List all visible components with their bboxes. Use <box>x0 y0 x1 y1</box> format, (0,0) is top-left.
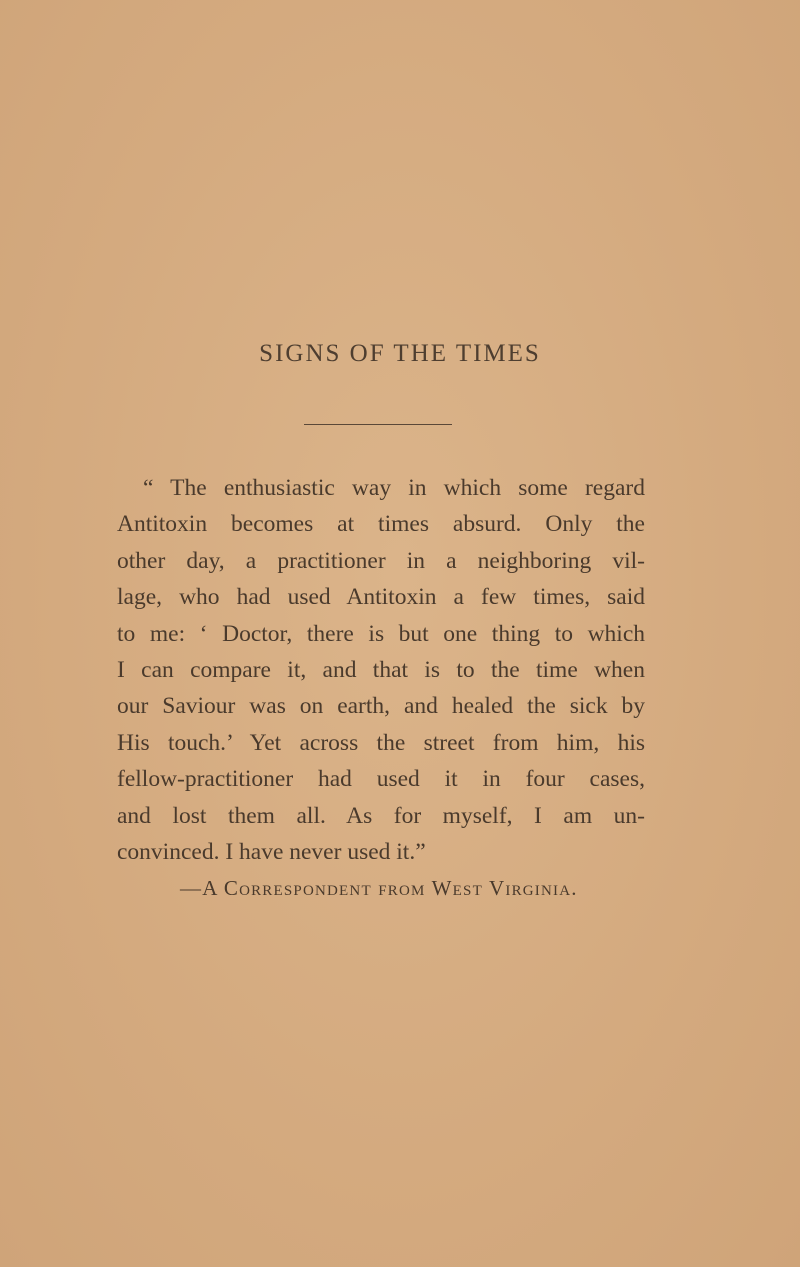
quote-line: our Saviour was on earth, and healed the sick by <box>117 693 645 720</box>
quote-text <box>117 470 645 870</box>
page-title: SIGNS OF THE TIMES <box>259 340 541 367</box>
quote-line: Antitoxin becomes at times absurd. Only the <box>117 511 645 538</box>
quote-attribution: —A Correspondent from West Virginia. <box>180 876 578 900</box>
quote-line: and lost them all. As for myself, I am un- <box>117 802 645 829</box>
quote-line: lage, who had used Antitoxin a few times, said <box>117 584 645 611</box>
quote-line: other day, a practitioner in a neighboring vil- <box>117 547 645 574</box>
quote-line: convinced. I have never used it.” <box>117 839 426 866</box>
quote-line: to me: ‘ Doctor, there is but one thing to which <box>117 620 645 647</box>
quote-line: I can compare it, and that is to the time when <box>117 657 645 684</box>
quote-line: His touch.’ Yet across the street from him, his <box>117 729 645 756</box>
quote-line: “ The enthusiastic way in which some regard <box>143 475 645 501</box>
quote-line: fellow-practitioner had used it in four cases, <box>117 766 645 793</box>
title-divider <box>304 424 452 425</box>
